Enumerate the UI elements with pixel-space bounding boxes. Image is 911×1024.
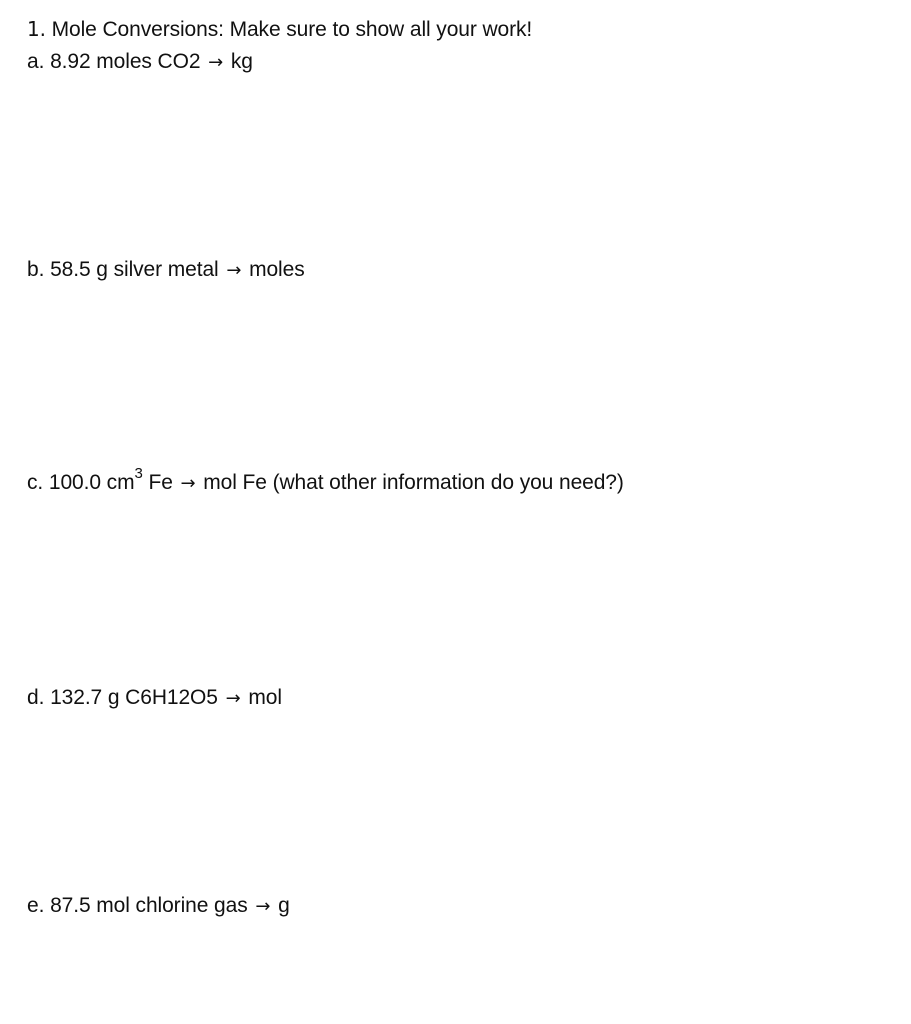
question-a [27, 49, 253, 76]
question-c-label: c. [27, 471, 44, 494]
question-b-label: b. [27, 258, 45, 281]
question-a-given: 8.92 moles CO2 [50, 50, 201, 73]
question-e-given: 87.5 mol chlorine gas [50, 894, 248, 917]
question-c [27, 465, 624, 497]
question-b-given: 58.5 g silver metal [50, 258, 219, 281]
question-e-label: e. [27, 894, 45, 917]
arrow-icon: → [225, 688, 241, 709]
question-d-target: mol [248, 686, 282, 709]
question-b-target: moles [249, 258, 305, 281]
heading-text: Mole Conversions: Make sure to show all your work! [51, 18, 533, 41]
arrow-icon: → [226, 260, 242, 281]
question-b [27, 257, 305, 284]
question-c-target: mol Fe (what other information do you need?) [203, 471, 624, 494]
question-d [27, 685, 282, 712]
arrow-icon: → [208, 52, 224, 73]
question-number: 1. [27, 17, 46, 41]
question-d-given: 132.7 g C6H12O5 [50, 686, 218, 709]
question-c-given: 100.0 cm [48, 471, 135, 494]
question-d-label: d. [27, 686, 45, 709]
question-e-target: g [278, 894, 290, 917]
question-e [27, 893, 290, 920]
question-c-given-after: Fe [148, 471, 173, 494]
arrow-icon: → [255, 896, 271, 917]
question-heading [27, 16, 532, 43]
question-c-superscript: 3 [134, 465, 143, 482]
arrow-icon: → [180, 473, 196, 494]
question-a-label: a. [27, 50, 45, 73]
question-a-target: kg [230, 50, 253, 73]
